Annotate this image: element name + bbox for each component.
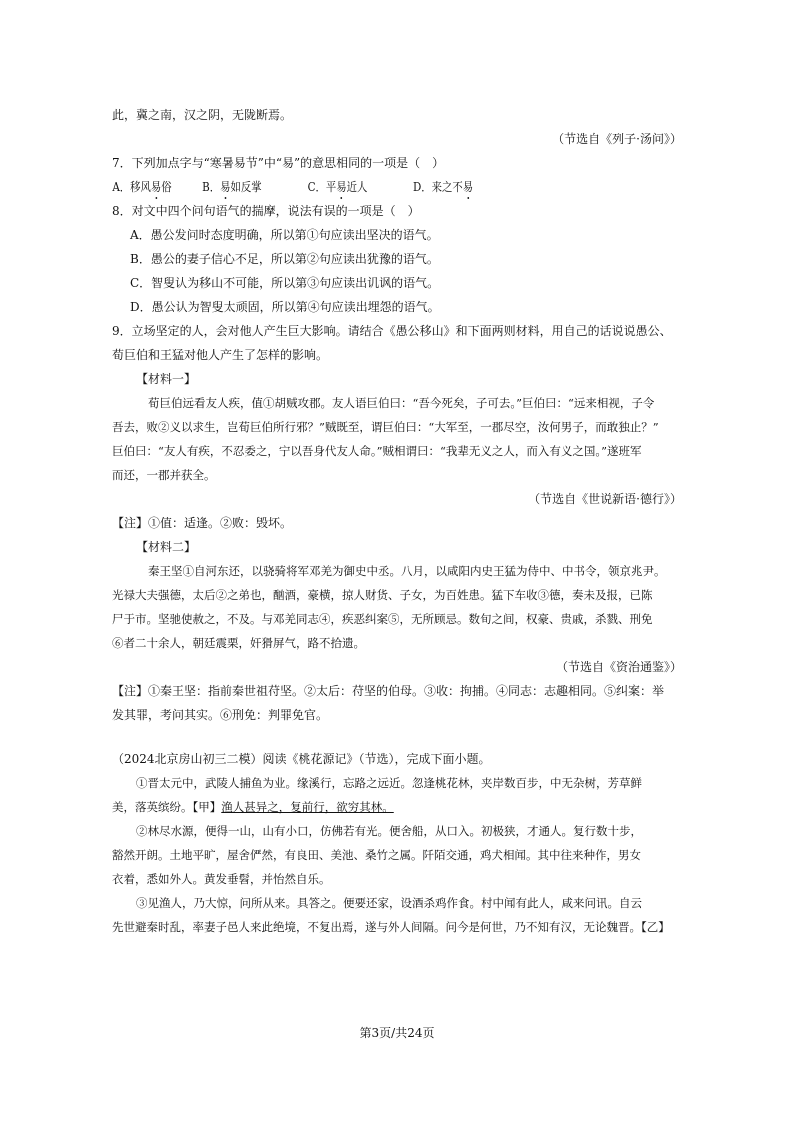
paragraph-3-line: ③见渔人，乃大惊，问所从来。具答之。便要还家，设酒杀鸡作食。村中闻有此人，咸来问讯。自云 (136, 896, 642, 910)
option-c: C．智叟认为移山不可能，所以第③句应读出讥讽的语气。 (130, 276, 440, 290)
paragraph-1-line: 美，落英缤纷。【甲】渔人甚异之，复前行，欲穷其林。 (112, 800, 394, 814)
question-8-stem: 8．对文中四个问句语气的揣摩，说法有误的一项是（ ） (112, 204, 420, 218)
material-1-line: 荀巨伯远看友人疾，值①胡贼攻郡。友人语巨伯曰：“吾今死矣，子可去。”巨伯曰：“远来相视，子令 (148, 396, 655, 410)
page-number: 第3页/共24页 (359, 1026, 435, 1040)
material-1-title: 【材料一】 (136, 372, 197, 386)
option-a: A．移风易俗 (112, 180, 172, 194)
material-2-note-cont: 发其罪，考问其实。⑥刑免：判罪免官。 (112, 708, 329, 722)
option-d: D．来之不易 (412, 180, 474, 194)
option-b: B．愚公的妻子信心不足，所以第②句应读出犹豫的语气。 (130, 252, 439, 266)
material-1-source: （节选自《世说新语·德行》） (528, 492, 682, 506)
question-9-stem-cont: 荀巨伯和王猛对他人产生了怎样的影响。 (112, 348, 329, 362)
question-7-stem: 7．下列加点字与“寒暑易节”中“易”的意思相同的一项是（ ） (112, 156, 445, 170)
underlined-sentence-jia: 渔人甚异之，复前行，欲穷其林。 (221, 800, 394, 814)
paragraph-2-line: ②林尽水源，便得一山，山有小口，仿佛若有光。便舍船，从口入。初极狭，才通人。复行数十步， (136, 824, 642, 838)
material-2-line: 光禄大夫强德，太后②之弟也，酗酒，豪横，掠人财货、子女，为百姓患。猛下车收③德，奏未及报，已陈 (112, 588, 653, 602)
material-2-title: 【材料二】 (136, 540, 197, 554)
option-a: A．愚公发问时态度明确，所以第①句应读出坚决的语气。 (130, 228, 439, 242)
material-2-line: 秦王坚①自河东还，以骁骑将军邓羌为御史中丞。八月，以咸阳内史王猛为侍中、中书令，领京兆尹。 (148, 564, 666, 578)
paragraph-1-line: ①晋太元中，武陵人捕鱼为业。缘溪行，忘路之远近。忽逢桃花林，夹岸数百步，中无杂树，芳草鲜 (136, 776, 642, 790)
material-2-line: ⑥者二十余人，朝廷震栗，奸猾屏气，路不拾遗。 (112, 636, 365, 650)
material-2-line: 尸于市。坚驰使赦之，不及。与邓羌同志④，疾恶纠案⑤，无所顾忌。数旬之间，权豪、贵戚，杀戮、刑免 (112, 612, 653, 626)
passage-tail: 此，冀之南，汉之阴，无陇断焉。 (112, 108, 293, 122)
paragraph-2-line: 豁然开朗。土地平旷，屋舍俨然，有良田、美池、桑竹之属。阡陌交通，鸡犬相闻。其中往来种作，男女 (112, 848, 641, 862)
option-c: C．平易近人 (307, 180, 368, 194)
section-heading: （2024北京房山初三二模）阅读《桃花源记》（节选），完成下面小题。 (112, 752, 491, 766)
option-d: D．愚公认为智叟太顽固，所以第④句应读出埋怨的语气。 (130, 300, 440, 314)
material-2-note: 【注】①秦王坚：指前秦世祖苻坚。②太后：苻坚的伯母。③收：拘捕。④同志：志趣相同。⑤纠案：举 (112, 684, 665, 698)
material-1-note: 【注】①值：适逢。②败：毁坏。 (112, 516, 293, 530)
material-1-line: 巨伯曰：“友人有疾，不忍委之，宁以吾身代友人命。”贼相谓曰：“我辈无义之人，而入有义之国。”遂班军 (112, 444, 642, 458)
material-1-line: 吾去，败②义以求生，岂荀巨伯所行邪？”贼既至，谓巨伯曰：“大军至，一郡尽空，汝何男子，而敢独止？” (112, 420, 659, 434)
paragraph-3-line: 先世避秦时乱，率妻子邑人来此绝境，不复出焉，遂与外人间隔。问今是何世，乃不知有汉，无论魏晋。【乙】 (112, 920, 670, 934)
source-citation: （节选自《列子·汤问》） (552, 132, 682, 146)
material-1-line: 而还，一郡并获全。 (112, 468, 216, 482)
paragraph-2-line: 衣着，悉如外人。黄发垂髫，并怡然自乐。 (112, 872, 331, 886)
question-9-stem: 9．立场坚定的人，会对他人产生巨大影响。请结合《愚公移山》和下面两则材料，用自己的话说说愚公、 (112, 324, 672, 338)
material-2-source: （节选自《资治通鉴》） (555, 660, 682, 674)
option-b: B．易如反掌 (202, 180, 262, 194)
